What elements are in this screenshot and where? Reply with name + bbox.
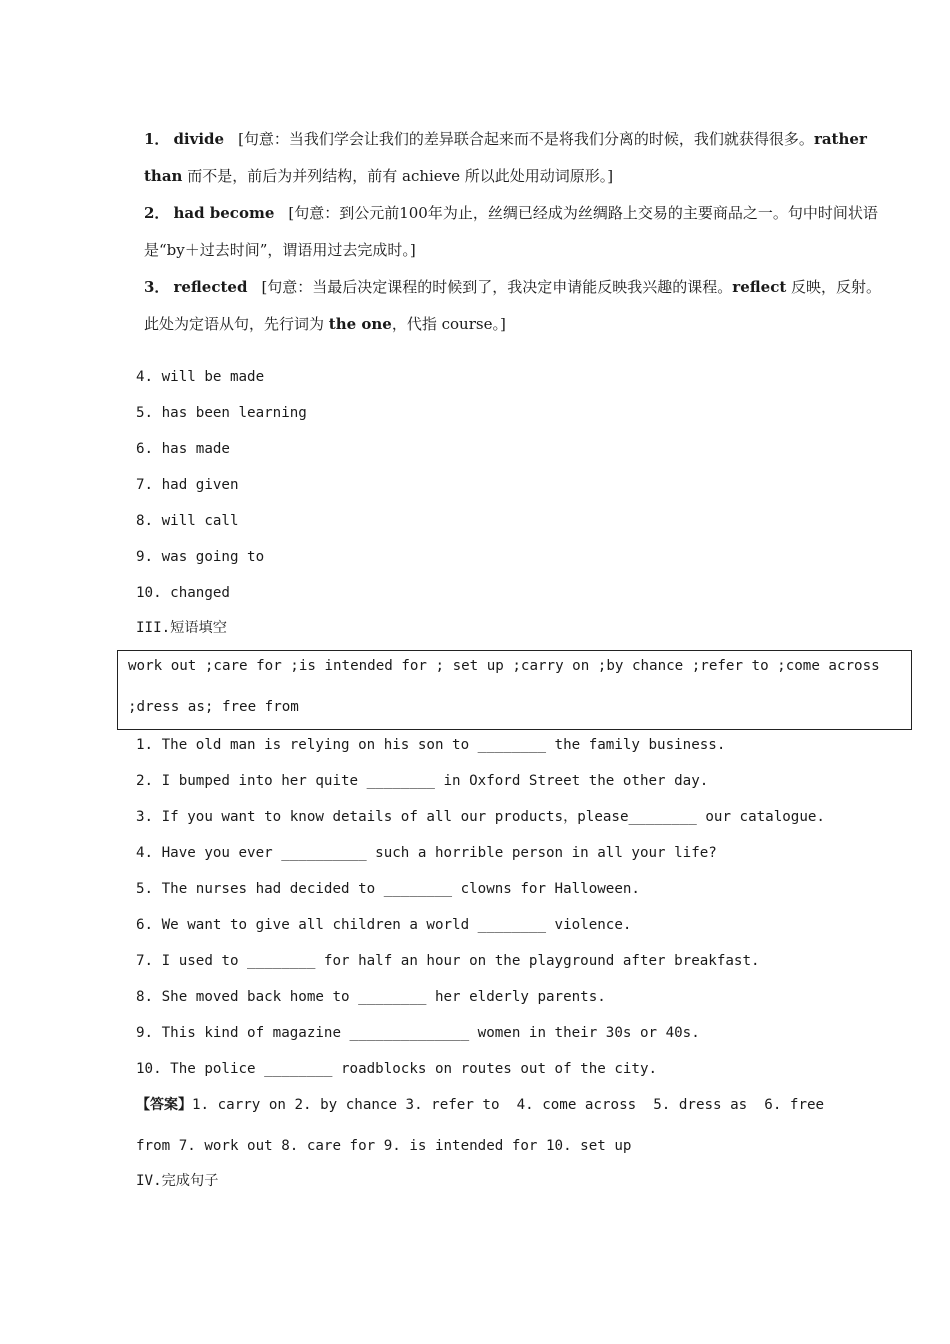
- question-item: 8. She moved back home to ________ her elderly parents.: [136, 989, 606, 1005]
- question-item: 5. The nurses had decided to ________ clowns for Halloween.: [136, 881, 640, 897]
- explanation-2-line-1: 2． had become [句意：到公元前100年为止，丝绸已经成为丝绸路上交易的主要商品之一。句中时间状语: [144, 204, 878, 222]
- answer-item: 4. will be made: [136, 369, 265, 385]
- answer-item: 7. had given: [136, 477, 239, 493]
- question-item: 7. I used to ________ for half an hour on the playground after breakfast.: [136, 953, 760, 969]
- phrase-box-line-1: work out ;care for ;is intended for ; set up ;carry on ;by chance ;refer to ;come across: [128, 658, 880, 674]
- answer-item: 6. has made: [136, 441, 230, 457]
- question-item: 9. This kind of magazine ______________ women in their 30s or 40s.: [136, 1025, 700, 1041]
- answer-item: 10. changed: [136, 585, 230, 601]
- question-item: 6. We want to give all children a world ________ violence.: [136, 917, 632, 933]
- section-3-title: III.短语填空: [136, 620, 227, 636]
- phrase-box: [117, 650, 912, 730]
- answer-key: [136, 1090, 826, 1172]
- answer-key-line-1: 【答案】1. carry on 2. by chance 3. refer to 4. come across 5. dress as 6. free: [136, 1097, 825, 1113]
- question-item: 2. I bumped into her quite ________ in Oxford Street the other day.: [136, 773, 709, 789]
- question-item: 4. Have you ever __________ such a horrible person in all your life?: [136, 845, 717, 861]
- explanation-3-line-1: 3． reflected [句意：当最后决定课程的时候到了，我决定申请能反映我兴趣的课程。reflect 反映，反射。: [144, 278, 882, 296]
- question-item: 10. The police ________ roadblocks on routes out of the city.: [136, 1061, 658, 1077]
- explanation-1-answer: divide: [173, 130, 225, 148]
- explanation-3-line-2: 此处为定语从句，先行词为 the one，代指 course。]: [144, 315, 506, 333]
- phrase-box-line-2: ;dress as; free from: [128, 699, 299, 715]
- explanation-2-answer: had become: [173, 204, 275, 222]
- explanation-1-line-2: than 而不是，前后为并列结构，前有 achieve 所以此处用动词原形。]: [144, 167, 614, 185]
- explanation-1-line-1: 1． divide [句意：当我们学会让我们的差异联合起来而不是将我们分离的时候，我们就获得很多。rather: [144, 130, 867, 148]
- explanation-block: [144, 121, 910, 343]
- answer-item: 8. will call: [136, 513, 239, 529]
- answer-key-label: 【答案】: [136, 1097, 192, 1113]
- answer-item: 9. was going to: [136, 549, 265, 565]
- question-item: 1. The old man is relying on his son to ________ the family business.: [136, 737, 726, 753]
- section-4-title: IV.完成句子: [136, 1173, 219, 1189]
- question-item: 3. If you want to know details of all our products，please________ our catalogue.: [136, 809, 825, 825]
- explanation-3-answer: reflected: [173, 278, 248, 296]
- answer-item: 5. has been learning: [136, 405, 307, 421]
- answer-key-line-2: from 7. work out 8. care for 9. is intended for 10. set up: [136, 1138, 632, 1154]
- explanation-2-line-2: 是“by＋过去时间”，谓语用过去完成时。]: [144, 241, 416, 259]
